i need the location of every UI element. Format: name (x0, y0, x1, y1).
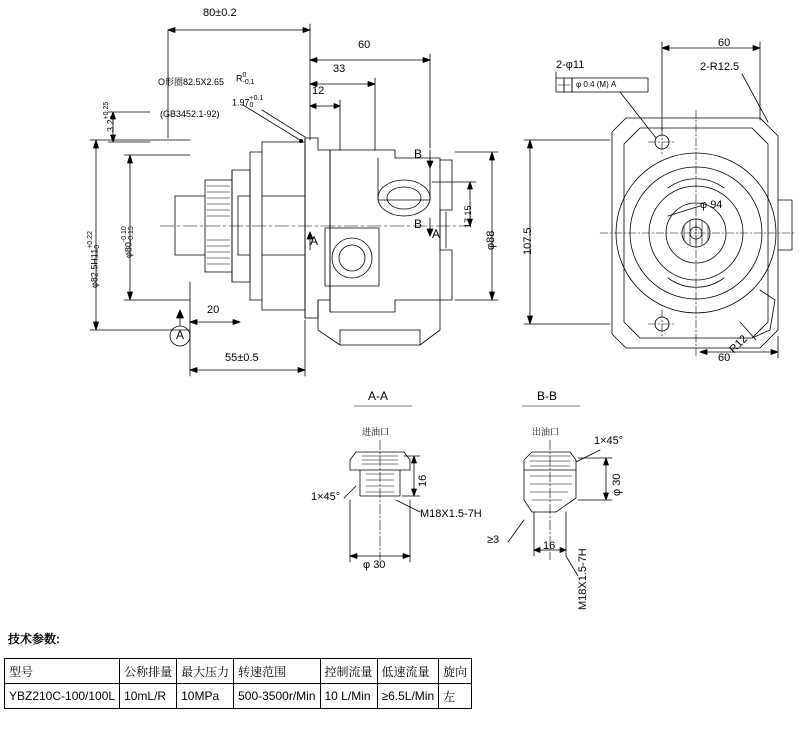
dim-20: 20 (207, 304, 220, 316)
dim-17-15: 17.15 (463, 205, 473, 228)
col-header-speed-range: 转速范围 (234, 659, 320, 684)
dim-aa-diameter: φ 30 (363, 559, 386, 571)
dim-bb-depth: 16 (543, 540, 556, 552)
dim-top-overall: 80±0.2 (203, 7, 237, 19)
table-row (5, 684, 472, 709)
gdt-frame-text: φ 0.4 (M) A (576, 80, 617, 89)
dim-right-60-top: 60 (718, 37, 731, 49)
dim-bb-thread: M18X1.5-7H (577, 548, 589, 610)
cell-low-speed-flow: ≥6.5L/Min (377, 684, 439, 709)
col-header-model: 型号 (5, 659, 120, 684)
dim-2-r12-5: 2-R12.5 (700, 61, 740, 73)
col-header-max-pressure: 最大压力 (177, 659, 234, 684)
dim-33: 33 (333, 63, 346, 75)
specifications-table (4, 658, 472, 709)
cell-model: YBZ210C-100/100L (5, 684, 120, 709)
col-header-rotation: 旋向 (439, 659, 472, 684)
dim-107-5: 107.5 (522, 227, 534, 255)
dim-phi-80: φ80 -0.10 -0.15 (121, 226, 135, 258)
table-header-row (5, 659, 472, 684)
dim-bb-chamfer: 1×45° (594, 435, 624, 447)
dim-1-97: 1.97 +0.1 0 (232, 95, 264, 109)
dim-55: 55±0.5 (225, 352, 259, 364)
note-oring-standard: (GB3452.1-92) (160, 109, 220, 119)
section-bb-title: B-B (537, 389, 558, 403)
cell-max-pressure: 10MPa (177, 684, 234, 709)
dim-2-phi-11: 2-φ11 (556, 59, 585, 71)
params-title: 技术参数: (8, 632, 60, 646)
section-mark-b-bottom: B (414, 217, 423, 231)
col-header-control-flow: 控制流量 (320, 659, 377, 684)
section-aa-title: A-A (368, 389, 389, 403)
dim-phi-88: φ88 (485, 230, 497, 250)
note-oring-spec: O形圈82.5X2.65 (158, 77, 225, 87)
dim-aa-depth: 16 (417, 474, 429, 487)
dim-bb-diameter: φ 30 (611, 473, 623, 496)
dim-bb-min: ≥3 (487, 534, 500, 546)
dim-r12: R12 (727, 333, 751, 356)
section-mark-a-left: A (310, 234, 319, 248)
col-header-displacement: 公称排量 (120, 659, 177, 684)
dim-right-60-bottom: 60 (718, 352, 731, 364)
cell-speed-range: 500-3500r/Min (234, 684, 320, 709)
cell-displacement: 10mL/R (120, 684, 177, 709)
dim-12: 12 (312, 85, 325, 97)
dim-60: 60 (358, 39, 371, 51)
cell-control-flow: 10 L/Min (320, 684, 377, 709)
dim-r-tolerance: R 0 -0.1 (236, 72, 255, 86)
section-mark-b-top: B (414, 147, 423, 161)
col-header-low-speed-flow: 低速流量 (377, 659, 439, 684)
section-aa-subtitle: 进油口 (362, 427, 390, 437)
cell-rotation: 左 (439, 684, 472, 709)
dim-aa-thread: M18X1.5-7H (420, 508, 482, 520)
section-bb-subtitle: 出油口 (532, 427, 560, 437)
section-mark-a-right: A (432, 227, 441, 241)
dim-aa-chamfer: 1×45° (311, 491, 341, 503)
view-arrow-a-label: A (176, 328, 185, 342)
dim-phi-82-5: φ82.5H11 +0.22 0 (87, 231, 101, 288)
dim-3-2: 3.2 +0.25 0 (103, 101, 117, 132)
dim-phi-94: φ 94 (700, 199, 723, 211)
